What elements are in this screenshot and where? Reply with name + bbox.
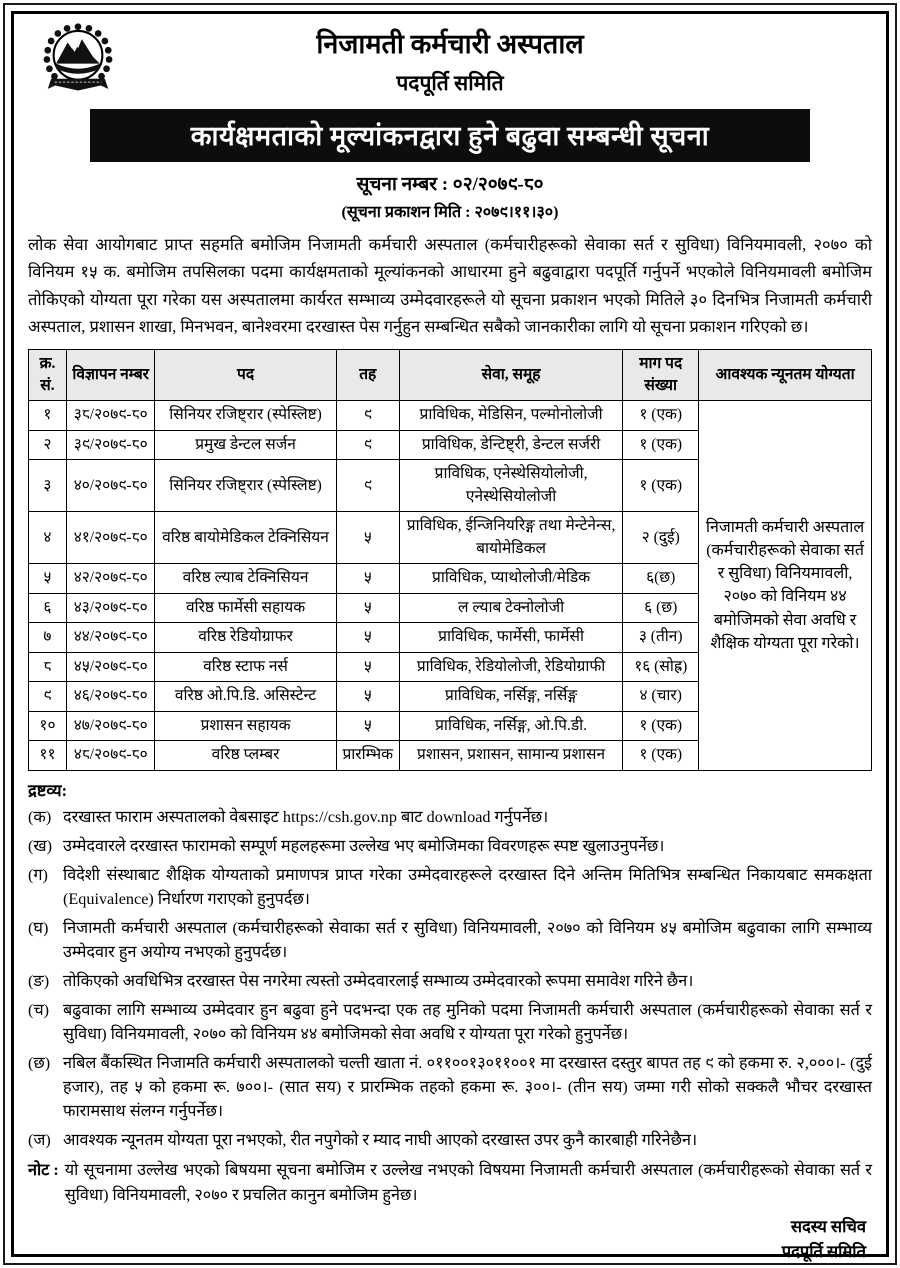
cell-level: ९: [336, 460, 399, 512]
cell-vacancies: १ (एक): [623, 401, 699, 430]
cell-advert-no: ३८/२०७९-८०: [66, 401, 155, 430]
cell-service-group: प्राविधिक, नर्सिङ्ग, ओ.पि.डी.: [399, 711, 622, 740]
table-row: [29, 401, 872, 430]
cell-level: प्रारम्भिक: [336, 741, 399, 770]
note-label: (छ): [28, 1053, 51, 1072]
notice-number: सूचना नम्बर : ०२/२०७९-८०: [356, 174, 544, 195]
cell-advert-no: ४०/२०७९-८०: [66, 460, 155, 512]
col-vacancy-count: माग पद संख्या: [623, 349, 699, 401]
cell-service-group: प्राविधिक, मेडिसिन, पल्मोनोलोजी: [399, 401, 622, 430]
note-item-kha: [28, 834, 872, 858]
cell-sn: १: [29, 401, 67, 430]
cell-service-group: प्राविधिक, फार्मेसी, फार्मेसी: [399, 623, 622, 652]
cell-advert-no: ४६/२०७९-८०: [66, 682, 155, 711]
cell-vacancies: १ (एक): [623, 430, 699, 459]
committee-name: पदपूर्ति समिति: [396, 71, 504, 95]
cell-advert-no: ३९/२०७९-८०: [66, 430, 155, 459]
cell-vacancies: ६(छ): [623, 564, 699, 593]
cell-sn: १०: [29, 711, 67, 740]
cell-vacancies: ६ (छ): [623, 593, 699, 622]
cell-vacancies: २ (दुई): [623, 512, 699, 564]
col-min-qualification: आवश्यक न्यूनतम योग्यता: [699, 349, 872, 401]
cell-level: ५: [336, 593, 399, 622]
cell-advert-no: ४७/२०७९-८०: [66, 711, 155, 740]
cell-advert-no: ४१/२०७९-८०: [66, 512, 155, 564]
signature-block: [28, 1215, 872, 1265]
cell-service-group: प्राविधिक, रेडियोलोजी, रेडियोग्राफी: [399, 652, 622, 681]
cell-vacancies: १६ (सोह्र): [623, 652, 699, 681]
footer-note-label: नोट :: [28, 1161, 59, 1180]
cell-service-group: प्राविधिक, प्याथोलोजी/मेडिक: [399, 564, 622, 593]
cell-vacancies: ३ (तीन): [623, 623, 699, 652]
cell-service-group: प्राविधिक, डेन्टिष्ट्री, डेन्टल सर्जरी: [399, 430, 622, 459]
note-text: आवश्यक न्यूनतम योग्यता पूरा नभएको, रीत नपुगेको र म्याद नाघी आएको दरखास्त उपर कुनै कारबाही गरिनेछैन।: [63, 1131, 698, 1150]
note-label: (ग): [28, 865, 48, 884]
cell-post: वरिष्ठ ल्याब टेक्निसियन: [155, 564, 336, 593]
note-label: (घ): [28, 918, 49, 937]
cell-post: प्रशासन सहायक: [155, 711, 336, 740]
col-post: पद: [155, 349, 336, 401]
cell-vacancies: १ (एक): [623, 460, 699, 512]
cell-sn: ४: [29, 512, 67, 564]
cell-level: ५: [336, 564, 399, 593]
col-advert-number: विज्ञापन नम्बर: [66, 349, 155, 401]
note-text: दरखास्त फाराम अस्पतालको वेबसाइट https://csh.gov.np बाट download गर्नुपर्नेछ।: [63, 808, 549, 827]
notice-banner-title: कार्यक्षमताको मूल्यांकनद्वारा हुने बढुवा सम्बन्धी सूचना: [90, 109, 810, 162]
cell-post: वरिष्ठ रेडियोग्राफर: [155, 623, 336, 652]
cell-vacancies: ४ (चार): [623, 682, 699, 711]
cell-service-group: प्राविधिक, नर्सिङ्ग, नर्सिङ्ग: [399, 682, 622, 711]
cell-sn: ५: [29, 564, 67, 593]
cell-post: वरिष्ठ फार्मेसी सहायक: [155, 593, 336, 622]
vacancy-table: [28, 349, 872, 771]
cell-level: ९: [336, 430, 399, 459]
note-label: (ज): [28, 1131, 51, 1150]
notes-heading: द्रष्टव्य:: [28, 780, 68, 800]
cell-post: वरिष्ठ बायोमेडिकल टेक्निसियन: [155, 512, 336, 564]
document-content: [14, 14, 886, 1261]
cell-advert-no: ४५/२०७९-८०: [66, 652, 155, 681]
cell-level: ५: [336, 512, 399, 564]
cell-advert-no: ४३/२०७९-८०: [66, 593, 155, 622]
footer-note-text: यो सूचनामा उल्लेख भएको बिषयमा सूचना बमोजिम र उल्लेख नभएको विषयमा निजामती कर्मचारी अस्पताल (कर्मचारीहरूको सेवाका सर्त र सुविधा) विनियमावली, २०७० र प्रचलित कानुन बमोजिम हुनेछ।: [64, 1161, 872, 1204]
note-text: बढुवाका लागि सम्भाव्य उम्मेदवार हुन बढुवा हुने पदभन्दा एक तह मुनिको पदमा निजामती कर्मचारी अस्पताल (कर्मचारीहरूको सेवाका सर्त र सुविधा) विनियमावली, २०७० को विनियम ४४ बमोजिमको सेवा अवधि र योग्यता पूरा गरेको हुनुपर्नेछ।: [63, 1000, 872, 1043]
cell-service-group: प्राविधिक, ईन्जिनियरिङ्ग तथा मेन्टेनेन्स, बायोमेडिकल: [399, 512, 622, 564]
cell-level: ५: [336, 652, 399, 681]
cell-post: वरिष्ठ प्लम्बर: [155, 741, 336, 770]
signature-title: सदस्य सचिव: [790, 1216, 866, 1236]
document-header: [28, 20, 872, 222]
note-label: (ख): [28, 836, 53, 855]
cell-level: ५: [336, 711, 399, 740]
cell-sn: ११: [29, 741, 67, 770]
col-serial-number: क्र. सं.: [29, 349, 67, 401]
col-service-group: सेवा, समूह: [399, 349, 622, 401]
cell-sn: २: [29, 430, 67, 459]
note-label: (ङ): [28, 971, 50, 990]
cell-advert-no: ४४/२०७९-८०: [66, 623, 155, 652]
cell-sn: ३: [29, 460, 67, 512]
cell-advert-no: ४८/२०७९-८०: [66, 741, 155, 770]
cell-post: सिनियर रजिष्ट्रार (स्पेस्लिष्ट): [155, 460, 336, 512]
note-item-chha: [28, 1051, 872, 1124]
cell-sn: ७: [29, 623, 67, 652]
note-item-ja: [28, 1128, 872, 1152]
publication-date: (सूचना प्रकाशन मिति : २०७९।११।३०): [341, 204, 559, 221]
cell-sn: ६: [29, 593, 67, 622]
cell-post: वरिष्ठ स्टाफ नर्स: [155, 652, 336, 681]
cell-level: ५: [336, 682, 399, 711]
cell-post: प्रमुख डेन्टल सर्जन: [155, 430, 336, 459]
cell-level: ५: [336, 623, 399, 652]
cell-service-group: प्राविधिक, एनेस्थेसियोलोजी, एनेस्थेसियोलोजी: [399, 460, 622, 512]
intro-paragraph: लोक सेवा आयोगबाट प्राप्त सहमति बमोजिम निजामती कर्मचारी अस्पताल (कर्मचारीहरूको सेवाका सर्त र सुविधा) विनियमावली, २०७० को विनियम १५ क. बमोजिम तपसिलका पदमा कार्यक्षमताको मूल्यांकनको आधारमा हुने बढुवाद्वारा पदपूर्ति गर्नुपर्ने भएकोले विनियमावली बमोजिम तोकिएको योग्यता पूरा गरेका यस अस्पतालमा कार्यरत सम्भाव्य उम्मेदवारहरूले यो सूचना प्रकाशन भएको मितिले ३० दिनभित्र निजामती कर्मचारी अस्पताल, प्रशासन शाखा, मिनभवन, बानेश्वरमा दरखास्त पेस गर्नुहुन सम्बन्धित सबैको जानकारीका लागि यो सूचना प्रकाशन गरिएको छ।: [28, 235, 872, 337]
note-text: नबिल बैंकस्थित निजामति कर्मचारी अस्पतालको चल्ती खाता नं. ०११००१३०११००१ मा दरखास्त दस्तुर बापत तह ९ को हकमा रु. २,०००।- (दुई हजार), तह ५ को हकमा रू. ७००।- (सात सय) र प्रारम्भिक तहको हकमा रू. ३००।- (तीन सय) जम्मा गरी सोको सक्कलै भौचर दरखास्त फारामसाथ संलग्न गर्नुपर्नेछ।: [63, 1053, 872, 1121]
cell-sn: ९: [29, 682, 67, 711]
table-header-row: [29, 349, 872, 401]
cell-vacancies: १ (एक): [623, 711, 699, 740]
cell-post: सिनियर रजिष्ट्रार (स्पेस्लिष्ट): [155, 401, 336, 430]
cell-service-group: प्रशासन, प्रशासन, सामान्य प्रशासन: [399, 741, 622, 770]
col-level: तह: [336, 349, 399, 401]
hospital-emblem-icon: [36, 20, 120, 104]
cell-vacancies: १ (एक): [623, 741, 699, 770]
note-text: निजामती कर्मचारी अस्पताल (कर्मचारीहरूको सेवाका सर्त र सुविधा) विनियमावली, २०७० को विनियम ४५ बमोजिम बढुवाका लागि सम्भाव्य उम्मेदवार हुन अयोग्य नभएको हुनुपर्दछ।: [63, 918, 872, 962]
note-label: (च): [28, 1000, 50, 1019]
cell-post: वरिष्ठ ओ.पि.डि. असिस्टेन्ट: [155, 682, 336, 711]
note-text: विदेशी संस्थाबाट शैक्षिक योग्यताको प्रमाणपत्र प्राप्त गरेका उम्मेदवारहरूले दरखास्त दिने अन्तिम मितिभित्र सम्बन्धित निकायबाट समकक्षता (Equivalence) निर्धारण गराएको हुनुपर्दछ।: [63, 865, 872, 908]
note-item-gha: [28, 916, 872, 965]
note-item-ga: [28, 863, 872, 912]
footer-note: [28, 1158, 872, 1207]
note-item-ka: [28, 805, 872, 829]
note-item-cha: [28, 998, 872, 1047]
signature-committee: पदपूर्ति समिति: [781, 1241, 866, 1261]
notes-section: [28, 778, 872, 1153]
note-text: उम्मेदवारले दरखास्त फारामको सम्पूर्ण महलहरूमा उल्लेख भए बमोजिमका विवरणहरू स्पष्ट खुलाउनुपर्नेछ।: [63, 836, 665, 855]
note-item-nga: [28, 969, 872, 993]
cell-service-group: ल ल्याब टेक्नोलोजी: [399, 593, 622, 622]
cell-level: ९: [336, 401, 399, 430]
note-label: (क): [28, 808, 52, 827]
cell-qualification: निजामती कर्मचारी अस्पताल (कर्मचारीहरूको सेवाका सर्त र सुविधा) विनियमावली, २०७० को विनियम ४४ बमोजिमको सेवा अवधि र शैक्षिक योग्यता पूरा गरेको।: [699, 401, 872, 770]
cell-advert-no: ४२/२०७९-८०: [66, 564, 155, 593]
hospital-name: निजामती कर्मचारी अस्पताल: [316, 29, 584, 59]
cell-sn: ८: [29, 652, 67, 681]
note-text: तोकिएको अवधिभित्र दरखास्त पेस नगरेमा त्यस्तो उम्मेदवारलाई सम्भाव्य उम्मेदवारको रूपमा समावेश गरिने छैन।: [63, 971, 694, 990]
